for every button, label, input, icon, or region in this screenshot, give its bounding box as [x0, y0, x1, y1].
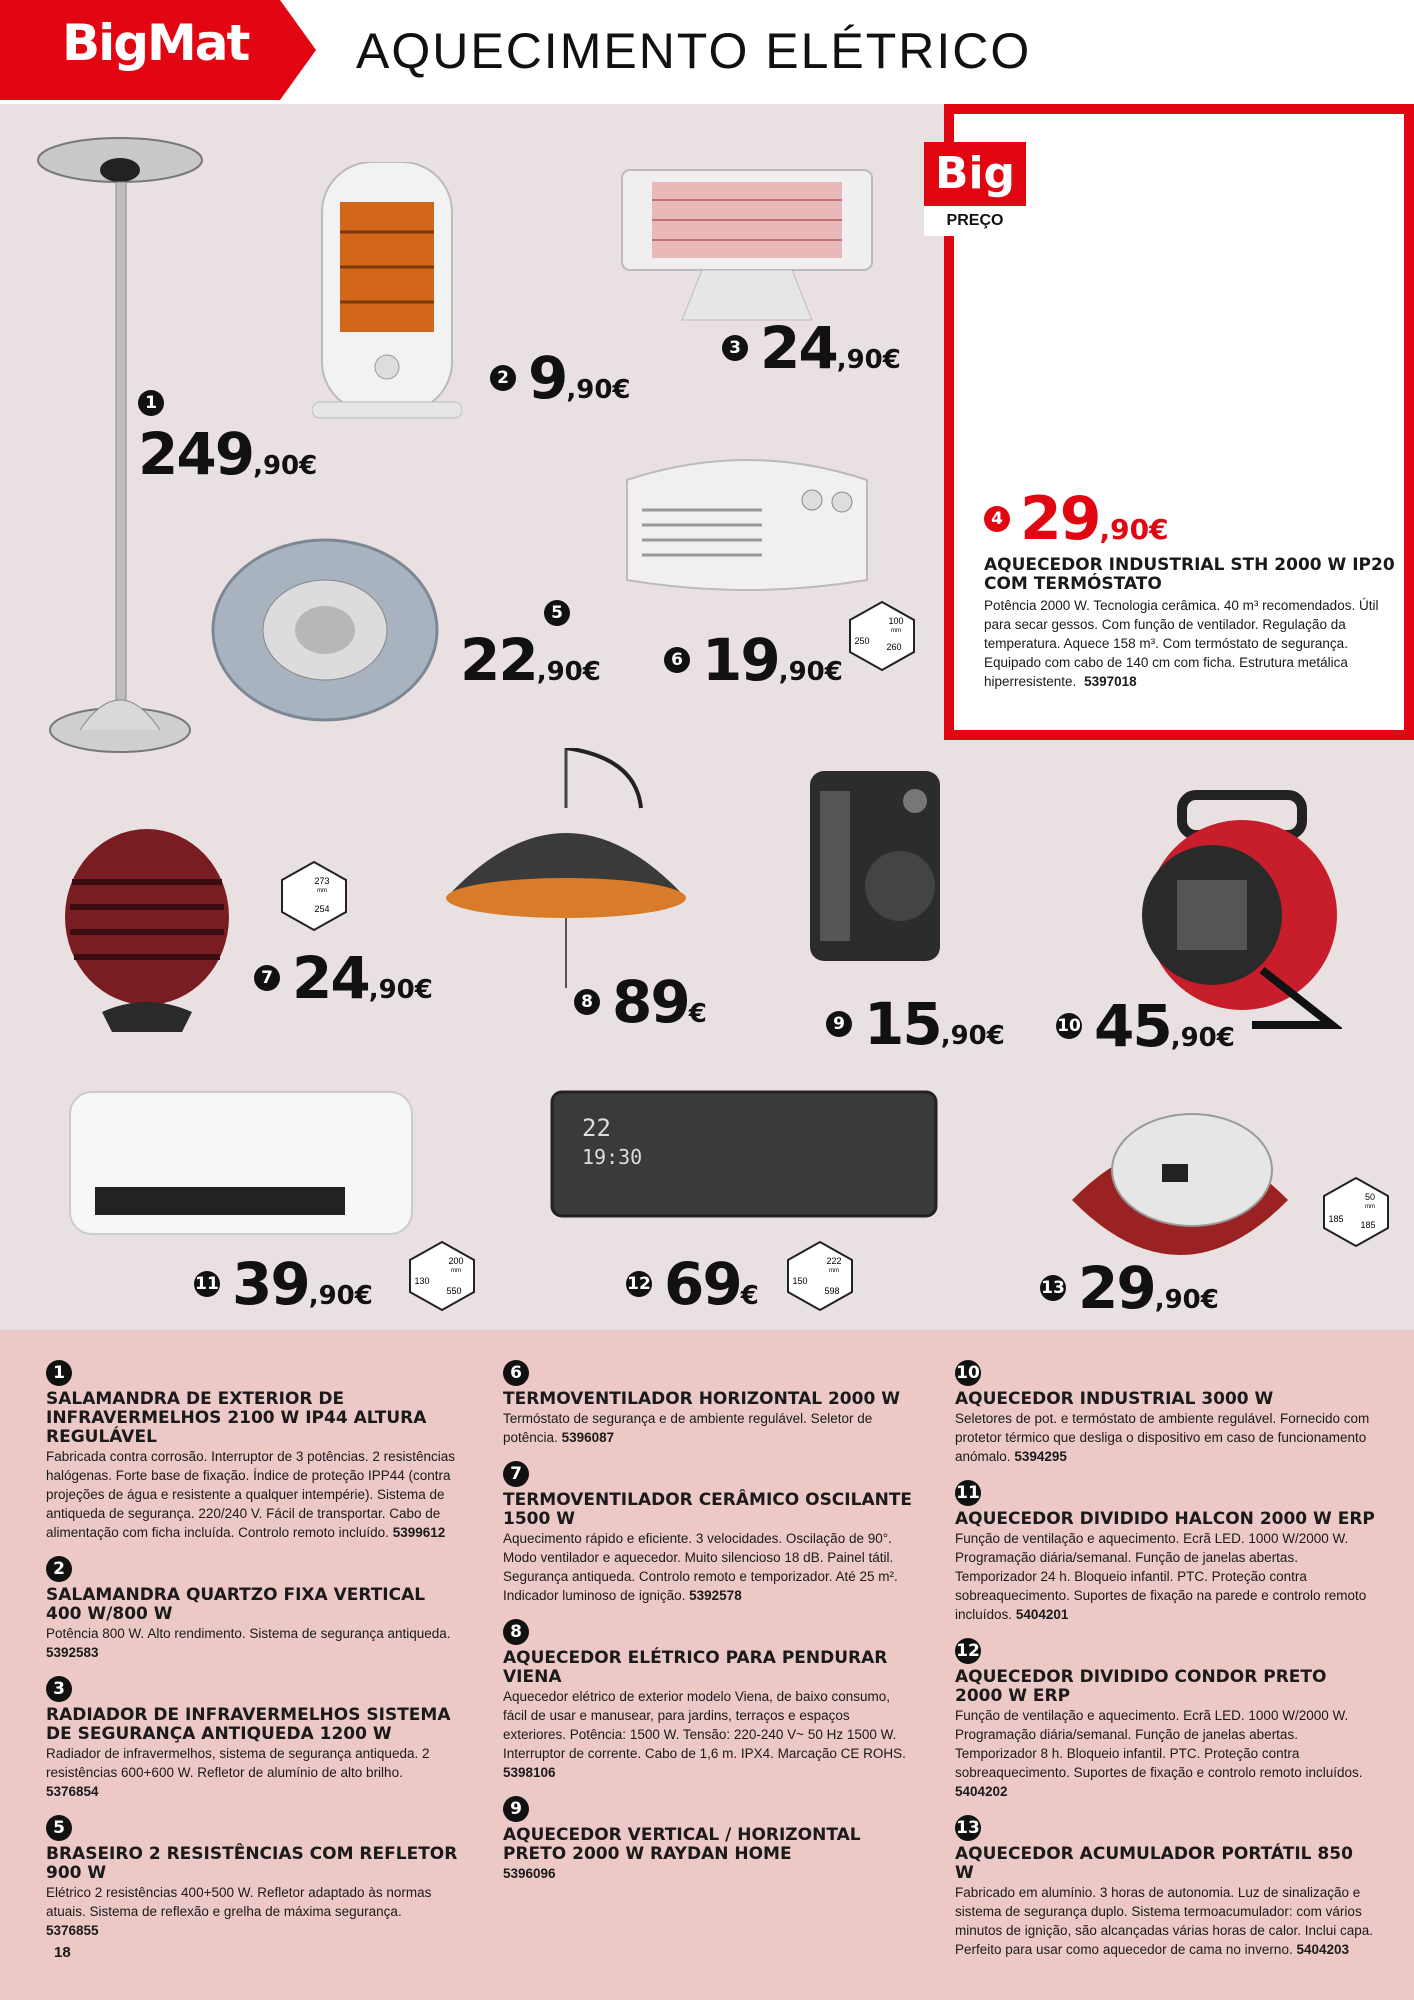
svg-text:22: 22	[582, 1114, 611, 1142]
product-image-quartz-heater[interactable]	[312, 162, 462, 432]
badge-13: 13	[1040, 1275, 1066, 1301]
item-1-code: 5399612	[392, 1525, 446, 1540]
price-9-int: 15	[864, 990, 941, 1058]
price-2	[490, 344, 631, 412]
item-13-title: AQUECEDOR ACUMULADOR PORTÁTIL 850 W	[955, 1844, 1353, 1883]
price-10	[1056, 992, 1235, 1060]
item-1	[46, 1360, 458, 1542]
item-8-code: 5398106	[503, 1765, 556, 1780]
badge-2: 2	[490, 365, 516, 391]
dim-7-unit: mm	[317, 888, 327, 894]
badge-11: 11	[194, 1271, 220, 1297]
dim-13-unit: mm	[1365, 1204, 1375, 1210]
item-11-title: AQUECEDOR DIVIDIDO HALCON 2000 W ERP	[955, 1509, 1375, 1529]
dim-12-w: 150	[792, 1276, 808, 1286]
dim-6-w: 250	[854, 636, 870, 646]
badge-1: 1	[138, 390, 164, 416]
price-8-dec: €	[688, 999, 707, 1029]
item-8	[503, 1619, 913, 1782]
item-5-code: 5376855	[46, 1923, 99, 1938]
price-3	[722, 314, 901, 382]
big-preco-flag	[924, 142, 1034, 292]
item-9-badge: 9	[503, 1796, 529, 1822]
logo-arrow	[280, 0, 316, 100]
price-8-int: 89	[612, 968, 689, 1036]
product-image-infrared-radiator[interactable]	[612, 160, 882, 330]
item-7-desc: Aquecimento rápido e eficiente. 3 velocidades. Oscilação de 90°. Modo ventilador e aquecedor. Muito silencioso 18 dB. Painel tátil. Segurança antiqueda. Controlo remoto e temporizador. Até 25 m². Indicador luminoso de ignição.	[503, 1531, 898, 1603]
product-image-hanging-heater[interactable]	[436, 748, 696, 988]
dim-11-unit: mm	[451, 1268, 461, 1274]
price-9	[826, 990, 1005, 1058]
price-6-dec: ,90€	[778, 657, 843, 687]
item-12-title: AQUECEDOR DIVIDIDO CONDOR PRETO 2000 W ERP	[955, 1667, 1327, 1706]
svg-text:19:30: 19:30	[582, 1145, 643, 1169]
item-6	[503, 1360, 913, 1447]
dim-6-unit: mm	[891, 628, 901, 634]
promo-desc	[984, 596, 1384, 691]
item-11-desc: Função de ventilação e aquecimento. Ecrã LED. 1000 W/2000 W. Programação diária/semanal. Função de janelas abertas. Temporizador 24 h. Bloqueio infantil. PTC. Proteção contra sobreaquecimento. Suportes de fixação na parede e controlo remoto incluídos.	[955, 1531, 1367, 1622]
brand-name: BigMat	[62, 14, 249, 72]
price-8	[574, 968, 707, 1036]
product-image-split-halcon[interactable]	[65, 1087, 417, 1239]
item-11-code: 5404201	[1015, 1607, 1069, 1622]
price-3-int: 24	[760, 314, 837, 382]
item-6-badge: 6	[503, 1360, 529, 1386]
item-10-badge: 10	[955, 1360, 981, 1386]
item-12	[955, 1638, 1375, 1801]
dimension-badge-12	[784, 1240, 856, 1312]
item-5-title: BRASEIRO 2 RESISTÊNCIAS COM REFLETOR 900 W	[46, 1844, 458, 1883]
item-6-code: 5396087	[561, 1430, 615, 1445]
dim-11-w: 130	[414, 1276, 430, 1286]
price-10-dec: ,90€	[1170, 1023, 1235, 1053]
product-image-split-condor[interactable]	[548, 1088, 940, 1220]
item-9	[503, 1796, 913, 1883]
item-12-desc: Função de ventilação e aquecimento. Ecrã LED. 1000 W/2000 W. Programação diária/semanal. Função de janelas abertas. Temporizador 8 h. Bloqueio infantil. PTC. Proteção contra sobreaquecimento. Suportes de fixação e controlo remoto incluídos.	[955, 1708, 1363, 1780]
price-7-dec: ,90€	[368, 975, 433, 1005]
price-10-int: 45	[1094, 992, 1171, 1060]
price-7	[254, 944, 433, 1012]
price-7-int: 24	[292, 944, 369, 1012]
badge-9: 9	[826, 1011, 852, 1037]
preco-flag-label: PREÇO	[924, 206, 1026, 236]
item-7	[503, 1461, 913, 1605]
price-2-dec: ,90€	[566, 375, 631, 405]
price-12	[626, 1250, 759, 1318]
item-2-code: 5392583	[46, 1645, 99, 1660]
price-11	[194, 1250, 373, 1318]
item-13-desc: Fabricado em alumínio. 3 horas de autonomia. Luz de sinalização e sistema de segurança duplo. Sistema termoacumulador: com vários minutos de ignição, são alcançadas várias horas de calor. Inclui capa. Perfeito para usar como aquecedor de cama no inverno.	[955, 1885, 1373, 1957]
product-image-braseiro[interactable]	[205, 530, 445, 730]
price-6	[664, 626, 843, 694]
dim-11-d: 550	[446, 1286, 462, 1296]
page-header	[0, 0, 1414, 104]
item-11-badge: 11	[955, 1480, 981, 1506]
dim-13-w: 185	[1328, 1214, 1344, 1224]
item-1-desc: Fabricada contra corrosão. Interruptor de 3 potências. 2 resistências halógenas. Forte base de fixação. Índice de proteção IPP44 (contra projeções de água e resistente a qualquer intempérie). Sistema de antiqueda de segurança. 220/240 V. Fácil de transportar. Cabo de alimentação com ficha incluída. Controlo remoto incluído.	[46, 1449, 455, 1540]
badge-10: 10	[1056, 1013, 1082, 1039]
item-5-badge: 5	[46, 1815, 72, 1841]
dim-6-d: 260	[886, 642, 902, 652]
price-3-dec: ,90€	[836, 345, 901, 375]
price-13-int: 29	[1078, 1254, 1155, 1322]
item-2-title: SALAMANDRA QUARTZO FIXA VERTICAL 400 W/800 W	[46, 1585, 426, 1624]
promo-price	[984, 484, 1169, 554]
item-3-title: RADIADOR DE INFRAVERMELHOS SISTEMA DE SEGURANÇA ANTIQUEDA 1200 W	[46, 1705, 451, 1744]
item-10-title: AQUECEDOR INDUSTRIAL 3000 W	[955, 1389, 1274, 1409]
item-8-title: AQUECEDOR ELÉTRICO PARA PENDURAR VIENA	[503, 1648, 888, 1687]
dim-12-h: 222	[826, 1256, 842, 1266]
description-column-1	[46, 1360, 458, 1954]
promo-desc-text: Potência 2000 W. Tecnologia cerâmica. 40 m³ recomendados. Útil para secar gessos. Com função de ventilador. Regulação da temperatura. Aquece 158 m³. Com termóstato de segurança. Equipado com cabo de 140 cm com ficha. Estrutura metálica hiperresistente.	[984, 598, 1379, 689]
promo-badge: 4	[984, 506, 1010, 532]
price-1	[138, 390, 317, 488]
dim-12-unit: mm	[829, 1268, 839, 1274]
item-9-code: 5396096	[503, 1866, 556, 1881]
price-1-int: 249	[138, 420, 254, 488]
badge-5: 5	[544, 600, 570, 626]
price-11-int: 39	[232, 1250, 309, 1318]
item-12-code: 5404202	[955, 1784, 1008, 1799]
item-8-badge: 8	[503, 1619, 529, 1645]
price-5-int: 22	[460, 626, 537, 694]
dimension-badge-7	[278, 860, 350, 932]
item-10	[955, 1360, 1375, 1466]
product-image-fan-heater[interactable]	[612, 440, 882, 600]
item-5	[46, 1815, 458, 1940]
dim-6-h: 100	[888, 616, 904, 626]
item-3-desc: Radiador de infravermelhos, sistema de segurança antiqueda. 2 resistências 600+600 W. Refletor de alumínio de alto brilho.	[46, 1746, 430, 1780]
dim-7-h: 273	[314, 876, 330, 886]
item-7-title: TERMOVENTILADOR CERÂMICO OSCILANTE 1500 W	[503, 1490, 913, 1529]
item-5-desc: Elétrico 2 resistências 400+500 W. Refletor adaptado às normas atuais. Sistema de reflexão e grelha de máxima segurança.	[46, 1885, 432, 1919]
item-1-title: SALAMANDRA DE EXTERIOR DE INFRAVERMELHOS 2100 W IP44 ALTURA REGULÁVEL	[46, 1389, 427, 1447]
price-12-dec: €	[740, 1281, 759, 1311]
dimension-badge-13	[1320, 1176, 1392, 1248]
dim-12-d: 598	[824, 1286, 840, 1296]
badge-12: 12	[626, 1271, 652, 1297]
price-6-int: 19	[702, 626, 779, 694]
item-10-desc: Seletores de pot. e termóstato de ambiente regulável. Fornecido com protetor térmico que desliga o dispositivo em caso de funcionamento anómalo.	[955, 1411, 1370, 1464]
badge-6: 6	[664, 647, 690, 673]
item-8-desc: Aquecedor elétrico de exterior modelo Viena, de baixo consumo, fácil de usar e manusear, para jardins, terraços e espaços exteriores. Potência: 1500 W. Tensão: 220-240 V~ 50 Hz 1500 W. Interruptor de corrente. Cabo de 1,6 m. IPX4. Marcação CE ROHS.	[503, 1689, 906, 1761]
promo-code: 5397018	[1084, 674, 1137, 689]
page-number: 18	[54, 1944, 71, 1961]
price-5	[460, 600, 601, 694]
promo-title: AQUECEDOR INDUSTRIAL STH 2000 W IP20 COM TERMÓSTATO	[984, 555, 1395, 594]
item-3-code: 5376854	[46, 1784, 99, 1799]
product-image-accumulator-heater[interactable]	[1062, 1100, 1298, 1280]
description-column-3	[955, 1360, 1375, 1973]
dim-13-h: 50	[1364, 1192, 1376, 1202]
item-9-title: AQUECEDOR VERTICAL / HORIZONTAL PRETO 2000 W RAYDAN HOME	[503, 1825, 861, 1864]
price-2-int: 9	[528, 344, 567, 412]
badge-3: 3	[722, 335, 748, 361]
big-flag-label: Big	[924, 142, 1026, 206]
price-13	[1040, 1254, 1219, 1322]
item-11	[955, 1480, 1375, 1624]
item-12-badge: 12	[955, 1638, 981, 1664]
description-column-2	[503, 1360, 913, 1897]
badge-8: 8	[574, 989, 600, 1015]
item-3	[46, 1676, 458, 1801]
promo-price-int: 29	[1020, 484, 1100, 554]
promo-panel	[934, 104, 1414, 740]
item-13-code: 5404203	[1296, 1942, 1350, 1957]
item-13	[955, 1815, 1375, 1959]
product-image-vertical-horizontal-heater[interactable]	[805, 766, 945, 966]
price-13-dec: ,90€	[1154, 1285, 1219, 1315]
item-3-badge: 3	[46, 1676, 72, 1702]
item-1-badge: 1	[46, 1360, 72, 1386]
page-title: AQUECIMENTO ELÉTRICO	[356, 23, 1032, 79]
dimension-badge-6	[846, 600, 918, 672]
item-6-title: TERMOVENTILADOR HORIZONTAL 2000 W	[503, 1389, 900, 1409]
price-9-dec: ,90€	[940, 1021, 1005, 1051]
badge-7: 7	[254, 965, 280, 991]
item-2-badge: 2	[46, 1556, 72, 1582]
price-1-dec: ,90€	[253, 451, 318, 481]
item-10-code: 5394295	[1014, 1449, 1067, 1464]
price-5-dec: ,90€	[536, 657, 601, 687]
dim-11-h: 200	[448, 1256, 464, 1266]
item-7-code: 5392578	[689, 1588, 742, 1603]
dim-13-d: 185	[1360, 1220, 1376, 1230]
product-image-ceramic-oscillating-heater[interactable]	[62, 822, 232, 1037]
price-11-dec: ,90€	[308, 1281, 373, 1311]
dimension-badge-11	[406, 1240, 478, 1312]
item-7-badge: 7	[503, 1461, 529, 1487]
item-2-desc: Potência 800 W. Alto rendimento. Sistema de segurança antiqueda.	[46, 1626, 451, 1641]
promo-price-dec: ,90€	[1099, 513, 1169, 546]
price-12-int: 69	[664, 1250, 741, 1318]
dim-7-d: 254	[314, 904, 330, 914]
item-6-desc: Termóstato de segurança e de ambiente regulável. Seletor de potência.	[503, 1411, 873, 1445]
item-13-badge: 13	[955, 1815, 981, 1841]
item-2	[46, 1556, 458, 1662]
